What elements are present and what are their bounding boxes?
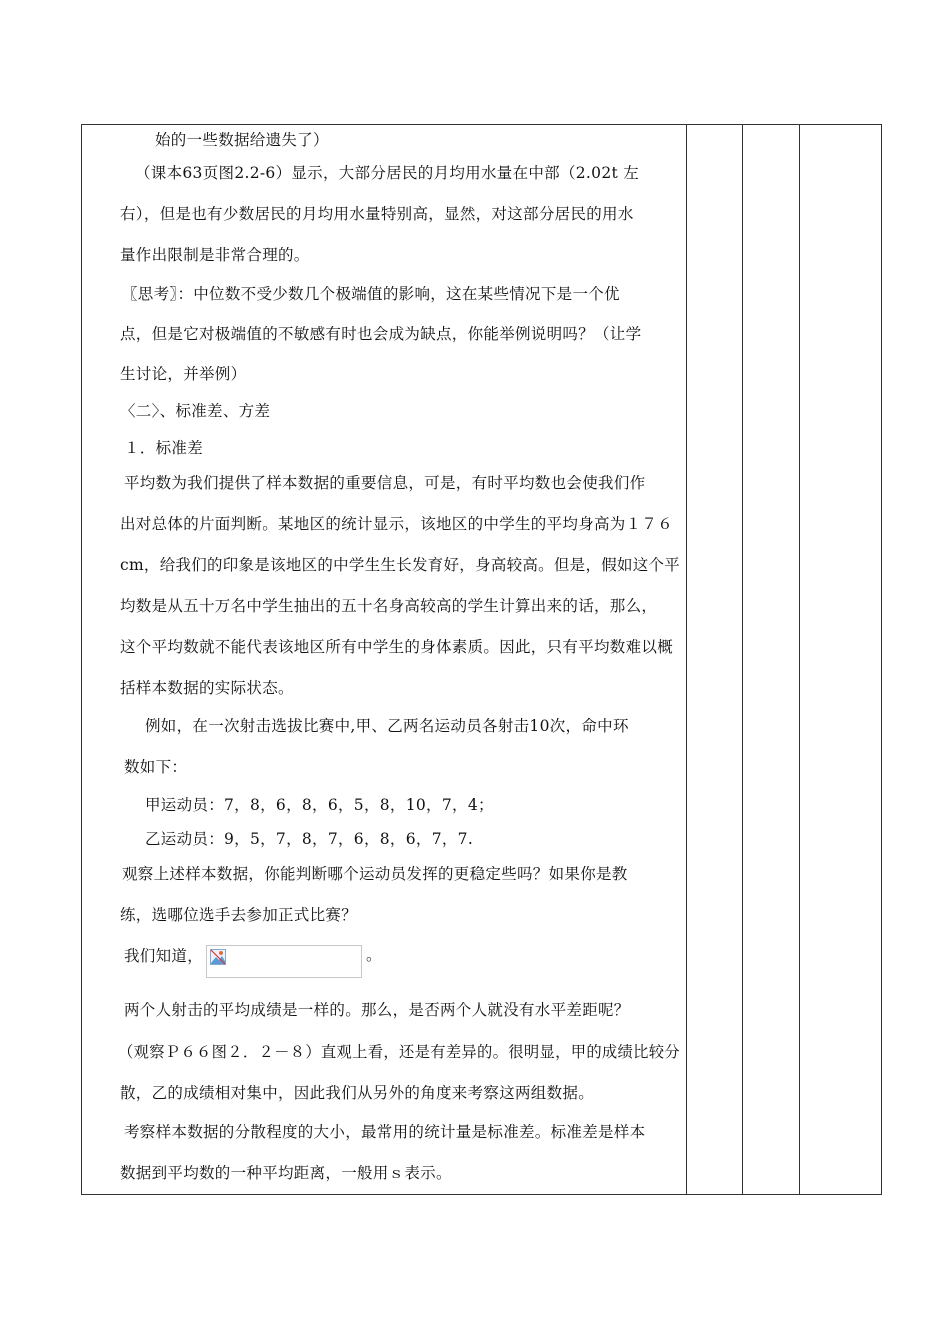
text-line: 练，选哪位选手去参加正式比赛？ [120, 906, 358, 924]
text-line: 右），但是也有少数居民的月均用水量特别高，显然，对这部分居民的用水 [120, 205, 634, 223]
text-line: 括样本数据的实际状态。 [120, 679, 294, 697]
text-line: 数如下： [124, 758, 188, 776]
text-line: 点，但是它对极端值的不敏感有时也会成为缺点，你能举例说明吗？（让学 [120, 325, 642, 343]
text-line: 出对总体的片面判断。某地区的统计显示，该地区的中学生的平均身高为１７６ [120, 515, 674, 533]
text-line: 生讨论，并举例） [120, 365, 247, 383]
text-line: 〖思考〗：中位数不受少数几个极端值的影响，这在某些情况下是一个优 [122, 285, 620, 303]
text-line: 考察样本数据的分散程度的大小，最常用的统计量是标准差。标准差是样本 [124, 1123, 646, 1141]
text-line: 观察上述样本数据，你能判断哪个运动员发挥的更稳定些吗？如果你是教 [122, 865, 628, 883]
text-line: 两个人射击的平均成绩是一样的。那么，是否两个人就没有水平差距呢？ [124, 1001, 630, 1019]
text-line: 均数是从五十万名中学生抽出的五十名身高较高的学生计算出来的话，那么， [120, 597, 658, 615]
text-line: （课本63页图2.2-6）显示，大部分居民的月均用水量在中部（2.02t 左 [135, 164, 640, 182]
column-divider [799, 125, 800, 1194]
text-line: 散，乙的成绩相对集中，因此我们从另外的角度来考察这两组数据。 [120, 1084, 595, 1102]
text-line: 我们知道， [124, 947, 204, 965]
data-row-athlete-b: 乙运动员：9，5，7，8，7，6，8，6，7，7. [145, 830, 474, 848]
text-line: （观察Ｐ６６图２．２－８）直观上看，还是有差异的。很明显，甲的成绩比较分 [118, 1043, 680, 1061]
text-line: 数据到平均数的一种平均距离，一般用ｓ表示。 [120, 1164, 452, 1182]
text-line: 这个平均数就不能代表该地区所有中学生的身体素质。因此，只有平均数难以概 [120, 638, 674, 656]
section-heading: 〈二〉、标准差、方差 [120, 402, 271, 420]
column-divider [686, 125, 687, 1194]
text-line: 量作出限制是非常合理的。 [120, 246, 310, 264]
text-line: 例如，在一次射击选拔比赛中,甲、乙两名运动员各射击10次，命中环 [145, 717, 629, 735]
broken-image-placeholder [206, 945, 362, 978]
broken-image-icon [210, 949, 226, 965]
column-divider [742, 125, 743, 1194]
text-line: cm，给我们的印象是该地区的中学生生长发育好，身高较高。但是，假如这个平 [120, 556, 681, 574]
subsection-heading: １．标准差 [124, 439, 204, 457]
text-line: 始的一些数据给遗失了） [155, 131, 329, 149]
period-mark: 。 [366, 946, 382, 964]
text-line: 平均数为我们提供了样本数据的重要信息，可是，有时平均数也会使我们作 [124, 474, 646, 492]
data-row-athlete-a: 甲运动员：7，8，6，8，6，5，8，10，7，4； [145, 796, 494, 814]
